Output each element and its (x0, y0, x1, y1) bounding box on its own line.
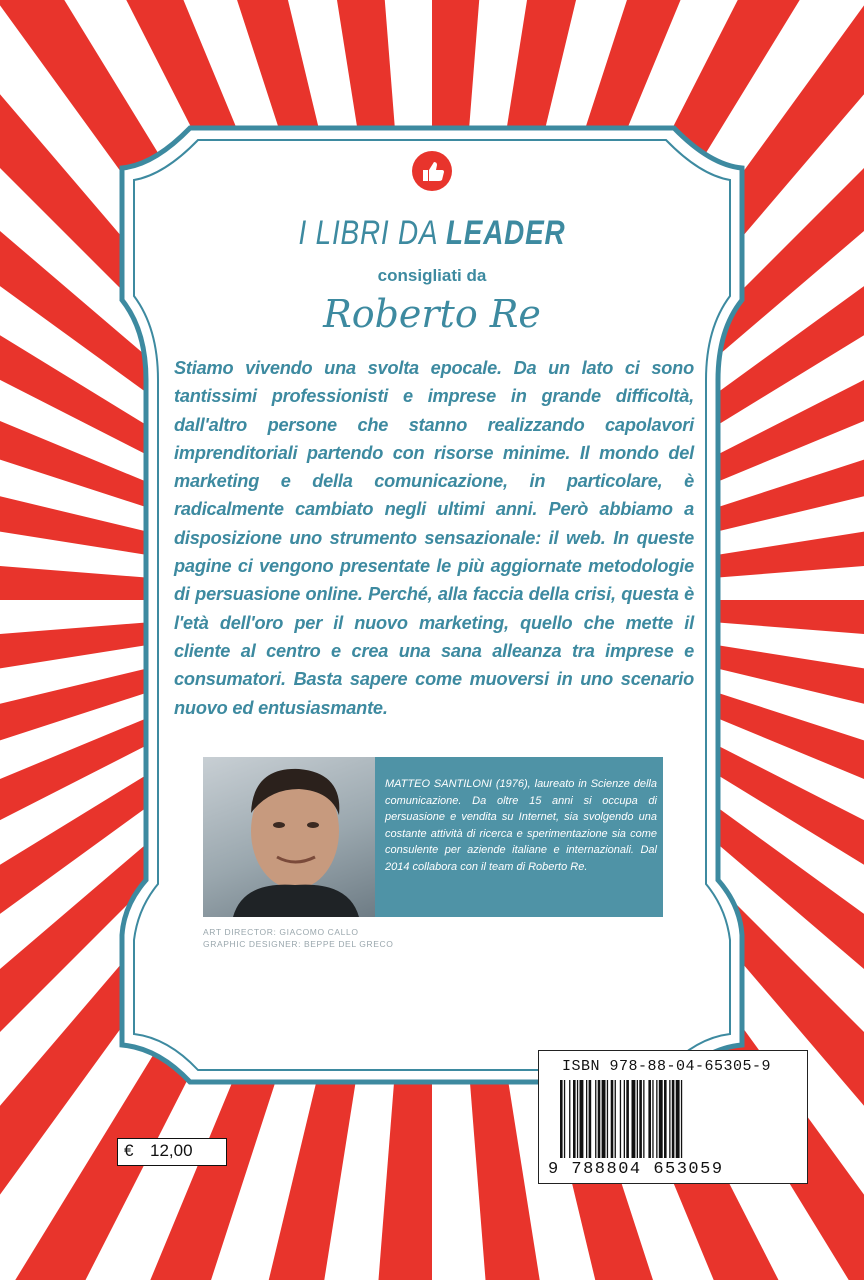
graphic-designer-credit: GRAPHIC DESIGNER: BEPPE DEL GRECO (203, 939, 394, 949)
barcode-bar (643, 1080, 644, 1158)
thumbs-up-icon (411, 150, 453, 192)
barcode-bar (580, 1080, 584, 1158)
barcode-bar (569, 1080, 570, 1158)
design-credits (203, 926, 393, 950)
barcode-bar (624, 1080, 625, 1158)
barcode-bar (639, 1080, 642, 1158)
barcode-bar (589, 1080, 592, 1158)
barcode-bar (611, 1080, 614, 1158)
barcode-bar (577, 1080, 578, 1158)
barcode-bar (598, 1080, 601, 1158)
barcode-bar (669, 1080, 670, 1158)
series-subtitle: consigliati da (377, 266, 487, 285)
barcode-bar (602, 1080, 606, 1158)
barcode-digits: 9 788804 653059 (548, 1160, 724, 1179)
barcode-bar (560, 1080, 563, 1158)
barcode-bar (626, 1080, 629, 1158)
author-photo (203, 757, 375, 917)
barcode-bar (664, 1080, 667, 1158)
isbn-label: ISBN 978-88-04-65305-9 (562, 1058, 772, 1075)
barcode-bar (607, 1080, 608, 1158)
barcode-bars (560, 1080, 792, 1158)
barcode-bar (564, 1080, 565, 1158)
barcode-bar (672, 1080, 675, 1158)
barcode-bar (573, 1080, 576, 1158)
author-bio: MATTEO SANTILONI (1976), laureato in Scienze della comunicazione. Da oltre 15 anni si occupa di persuasione e vendita su Internet, sia svolgendo una costante attività di ricerca e sperimentazione sia come consulente per aziende italiane e internazionali. Dal 2014 collabora con il team di Roberto Re. (385, 778, 657, 873)
curator-signature: Roberto Re (323, 292, 541, 336)
barcode-bar (656, 1080, 657, 1158)
barcode-bar (595, 1080, 596, 1158)
price-currency: € (124, 1141, 134, 1160)
barcode-bar (652, 1080, 653, 1158)
barcode-bar (632, 1080, 636, 1158)
barcode-bar (620, 1080, 621, 1158)
art-director-credit: ART DIRECTOR: GIACOMO CALLO (203, 927, 359, 937)
barcode-bar (676, 1080, 680, 1158)
barcode-bar (681, 1080, 682, 1158)
barcode-bar (659, 1080, 663, 1158)
barcode-bar (586, 1080, 587, 1158)
barcode-bar (615, 1080, 616, 1158)
price-value: 12,00 (150, 1141, 193, 1160)
barcode-bar (648, 1080, 651, 1158)
book-blurb: Stiamo vivendo una svolta epocale. Da un lato ci sono tantissimi professionisti e imprese in grande difficoltà, dall'altro persone che stanno realizzando capolavori imprenditoriali partendo con risorse minime. Il mondo del marketing e della comunicazione, in particolare, è radicalmente cambiato negli ultimi anni. Però abbiamo a disposizione uno strumento sensazionale: il web. In queste pagine ci vengono presentate le più aggiornate metodologie di persuasione online. Perché, alla faccia della crisi, questa è l'età dell'oro per il nuovo marketing, quello che mette il cliente al centro e crea una sana alleanza tra imprese e consumatori. Basta sapere come muoversi in uno scenario nuovo ed entusiasmante. (174, 358, 694, 718)
barcode-bar (637, 1080, 638, 1158)
series-title: I LIBRI DA LEADER (298, 214, 566, 252)
